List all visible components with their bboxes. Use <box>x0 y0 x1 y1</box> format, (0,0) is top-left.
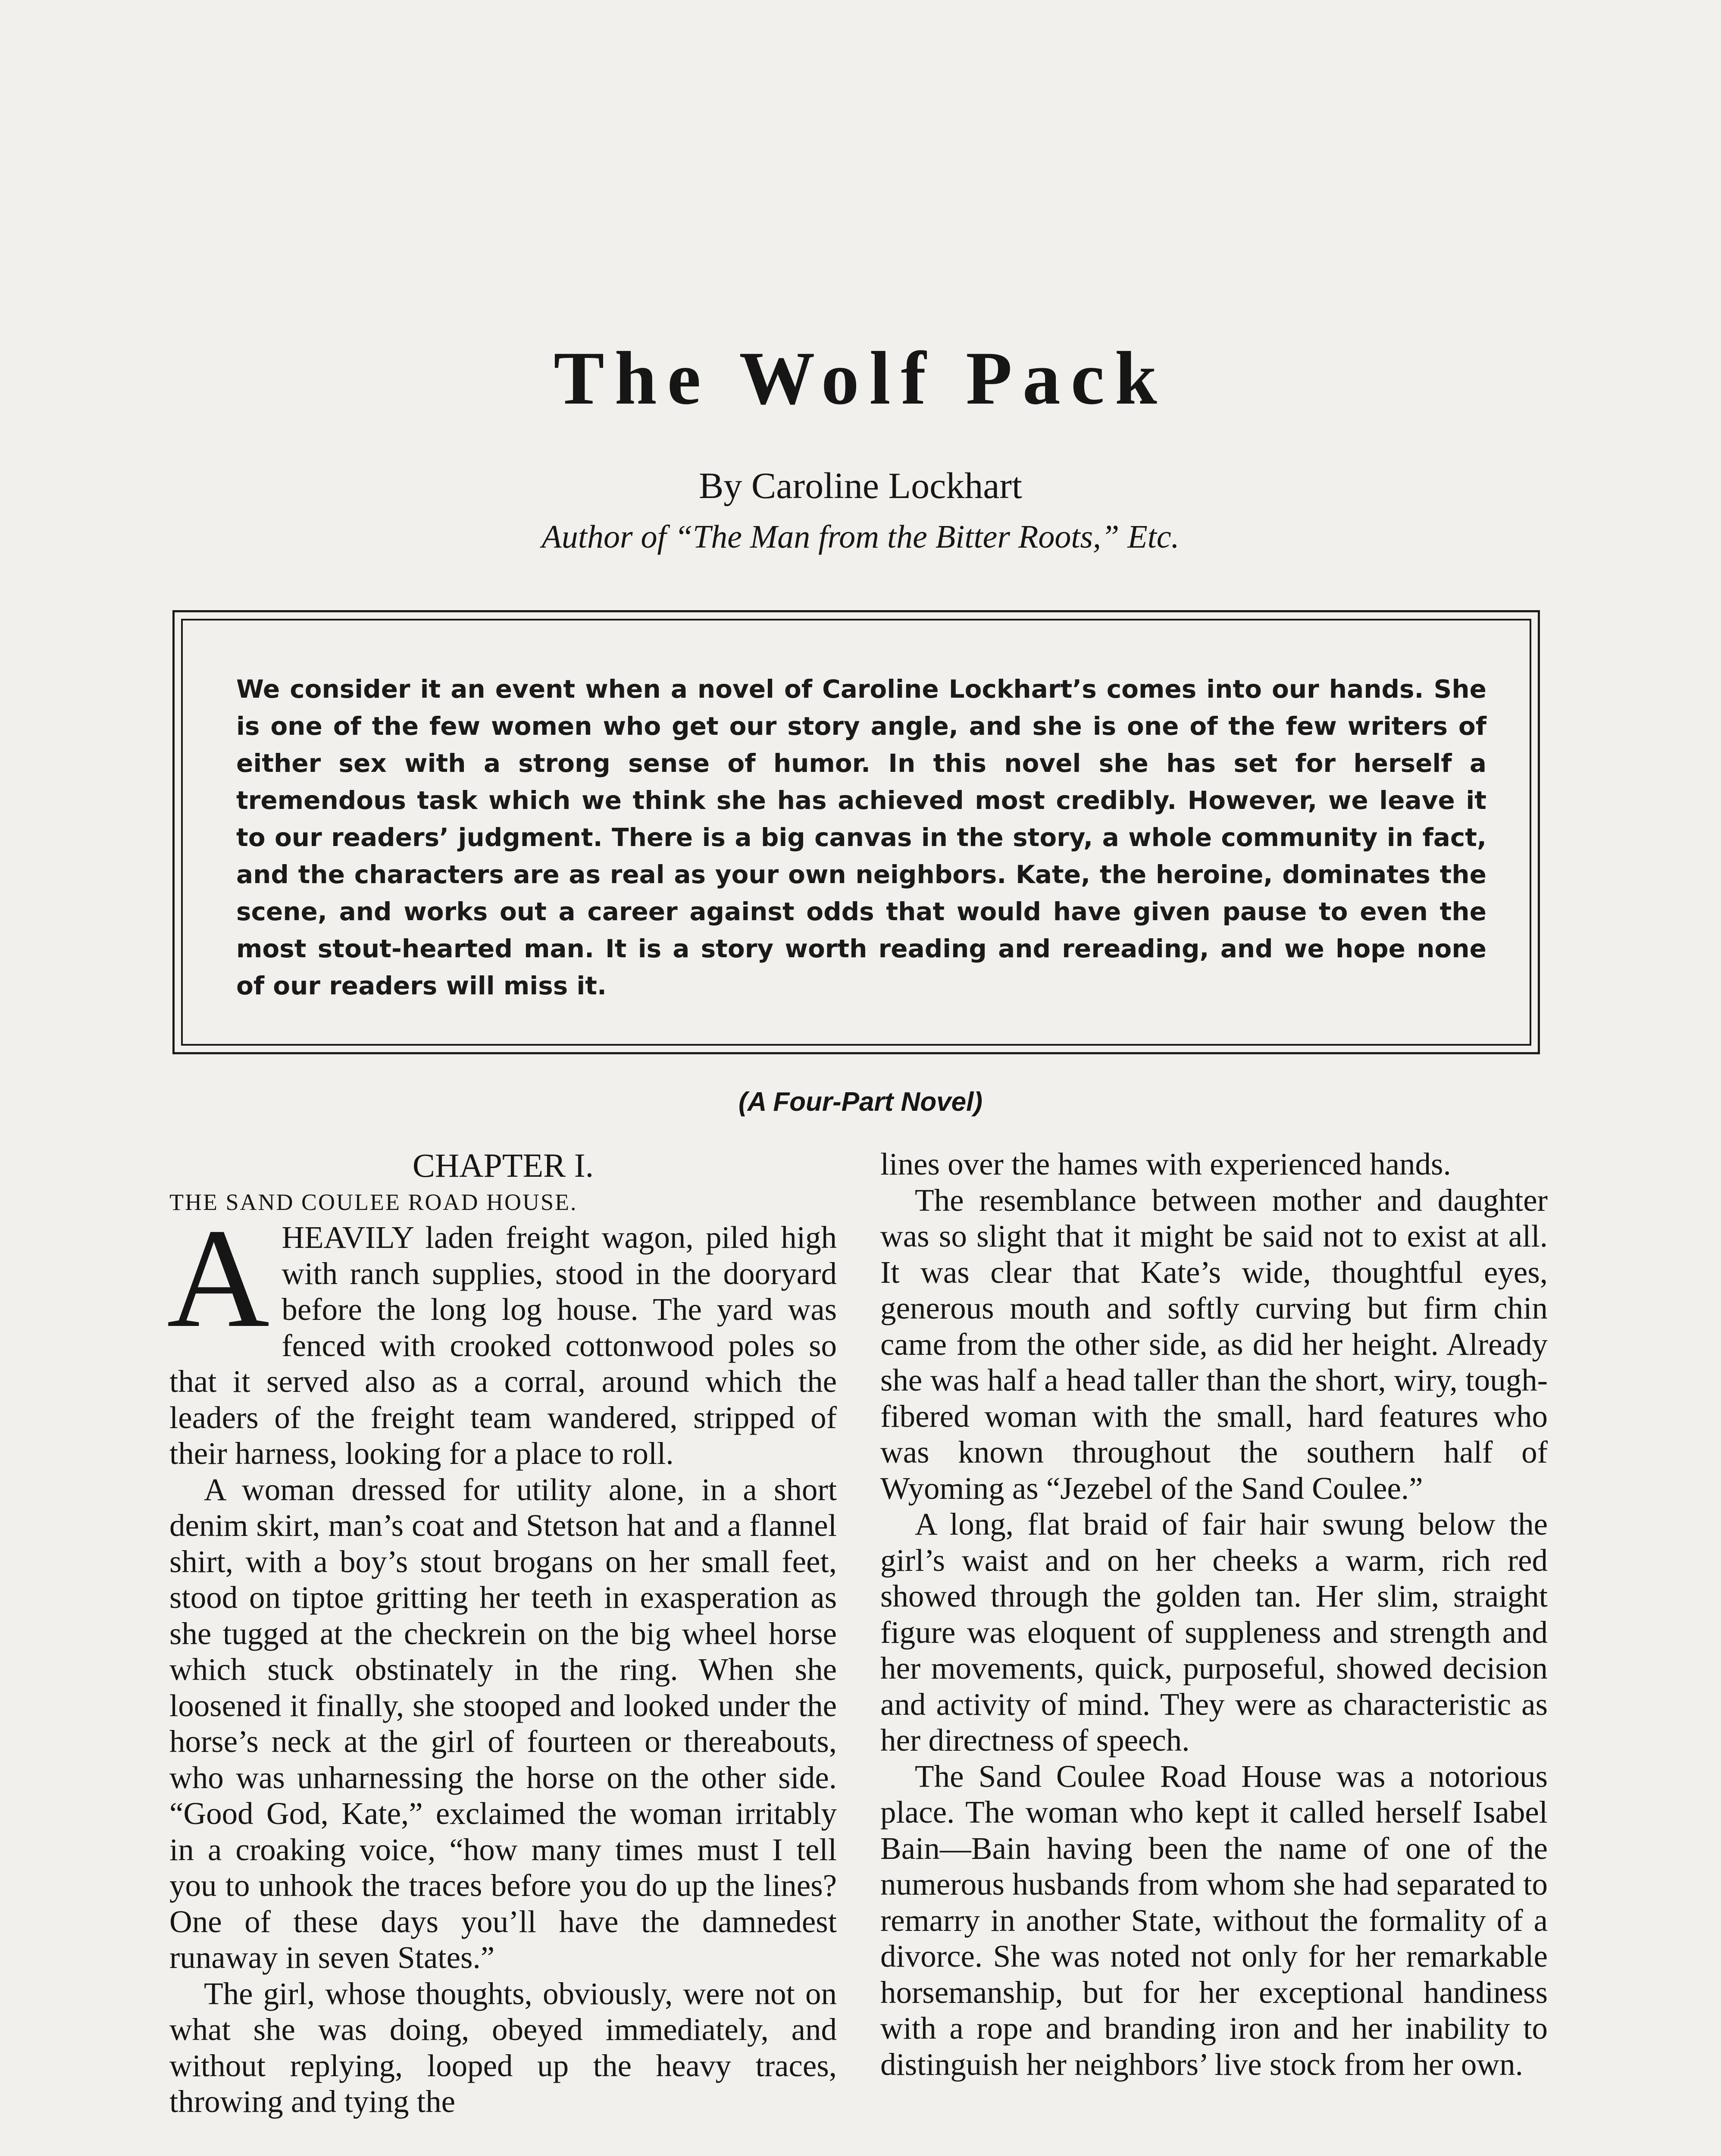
story-title: The Wolf Pack <box>554 336 1167 420</box>
paragraph-text: HEAVILY laden freight wagon, piled high with ranch supplies, stood in the dooryard before the long log house. The yard was fenced with crooked cottonwood poles so that it served also as a corral, around which the leaders of the freight team wandered, stripped of their harness, looking for a place to roll. <box>169 1220 837 1471</box>
paragraph: The girl, whose thoughts, obviously, were not on what she was doing, obeyed immediately, and without replying, looped up the heavy traces, throwing and tying the <box>169 1976 837 2119</box>
drop-cap: A <box>167 1200 270 1357</box>
paragraph: A long, flat braid of fair hair swung below the girl’s waist and on her cheeks a warm, rich red showed through the golden tan. Her slim, straight figure was eloquent of suppleness and strength and her movements, quick, purposeful, showed decision and activity of mind. They were as characteristic as her directness of speech. <box>880 1507 1548 1758</box>
paragraph: The resemblance between mother and daughter was so slight that it might be said not to exist at all. It was clear that Kate’s wide, thoughtful eyes, generous mouth and softly curving but firm chin came from the other side, as did her height. Already she was half a head taller than the short, wiry, tough-fibered woman with the small, hard features who was known throughout the southern half of Wyoming as “Jezebel of the Sand Coulee.” <box>880 1182 1548 1506</box>
byline: By Caroline Lockhart <box>699 465 1022 506</box>
editor-intro: We consider it an event when a novel of Caroline Lockhart’s comes into our hands. She is one of the few women who get our story angle, and she is one of the few writers of either sex with a strong sense of humor. In this novel she has set for herself a tremendous task which we think she has achieved most credibly. However, we leave it to our readers’ judgment. There is a big canvas in the story, a whole community in fact, and the characters are as real as your own neighbors. Kate, the heroine, dominates the scene, and works out a career against odds that would have given pause to even the most stout-hearted man. It is a story worth reading and rereading, and we hope none of our readers will miss it. <box>236 674 1486 1000</box>
paragraph: lines over the hames with experienced hands. <box>880 1147 1451 1181</box>
paragraph: The Sand Coulee Road House was a notorious place. The woman who kept it called herself Isabel Bain—Bain having been the name of one of the numerous husbands from whom she had separated to remarry in another State, without the formality of a divorce. She was noted not only for her remarkable horsemanship, but for her exceptional handiness with a rope and branding iron and her inability to distinguish her neighbors’ live stock from her own. <box>880 1758 1548 2082</box>
right-column <box>880 1146 1548 2082</box>
series-note: (A Four-Part Novel) <box>738 1087 983 1117</box>
author-note: Author of “The Man from the Bitter Roots,” Etc. <box>541 519 1180 555</box>
chapter-subtitle: THE SAND COULEE ROAD HOUSE. <box>169 1189 578 1215</box>
paragraph: A woman dressed for utility alone, in a short denim skirt, man’s coat and Stetson hat and a flannel shirt, with a boy’s stout brogans on her small feet, stood on tiptoe gritting her teeth in exasperation as she tugged at the checkrein on the big wheel horse which stuck obstinately in the ring. When she loosened it finally, she stooped and looked under the horse’s neck at the girl of fourteen or thereabouts, who was unharnessing the horse on the other side. “Good God, Kate,” exclaimed the woman irritably in a croaking voice, “how many times must I tell you to unhook the traces before you do up the lines? One of these days you’ll have the damnedest runaway in seven States.” <box>169 1472 837 1975</box>
chapter-heading: CHAPTER I. <box>412 1147 594 1184</box>
left-column <box>169 1146 837 2120</box>
